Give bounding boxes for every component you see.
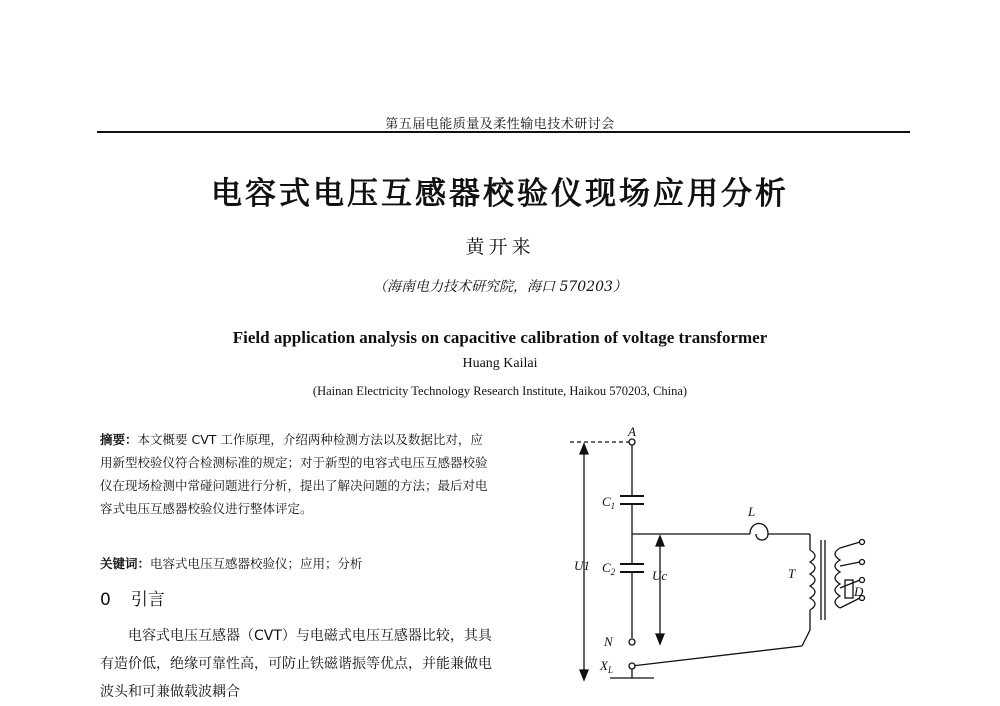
label-uc: Uc xyxy=(652,568,668,583)
author-name: 黄开来 xyxy=(465,236,535,258)
label-d: D xyxy=(854,584,864,599)
abstract-text: 本文概要 CVT 工作原理，介绍两种检测方法以及数据比对，应用新型校验仪符合检测标准的规定；对于新型的电容式电压互感器校验仪在现场检测中常碰问题进行分析，提出了解决问题的方法；最后对电容式电压互感器校验仪进行整体评定。 xyxy=(100,432,488,516)
label-n: N xyxy=(604,634,613,649)
header-rule xyxy=(97,131,910,133)
label-l: L xyxy=(748,504,756,519)
label-t: T xyxy=(788,566,796,581)
label-c2: $C_2$ xyxy=(602,560,616,577)
terminal-xl-icon xyxy=(629,663,635,669)
conference-header: 第五届电能质量及柔性输电技术研讨会 xyxy=(385,117,615,132)
keywords xyxy=(100,554,492,572)
abstract xyxy=(100,428,492,520)
label-xl: $X_L$ xyxy=(600,658,613,675)
english-affiliation: (Hainan Electricity Technology Research Institute, Haikou 570203, China) xyxy=(312,384,688,398)
section-title: 引言 xyxy=(130,590,165,610)
body-paragraph: 电容式电压互感器（CVT）与电磁式电压互感器比较，其具有造价低，绝缘可靠性高，可防止铁磁谐振等优点，并能兼做电波头和可兼做载波耦合 xyxy=(100,628,492,700)
terminal-n-icon xyxy=(629,639,635,645)
english-author: Huang Kailai xyxy=(462,356,538,371)
english-title: Field application analysis on capacitive calibration of voltage transformer xyxy=(232,328,768,347)
author-affiliation: （海南电力技术研究院，海口 570203） xyxy=(373,279,627,295)
section-heading xyxy=(100,585,185,610)
label-a: A xyxy=(628,424,636,439)
label-c1: $C_1$ xyxy=(602,494,616,511)
cvt-circuit-diagram xyxy=(540,420,880,684)
keywords-text: 电容式电压互感器校验仪；应用；分析 xyxy=(150,556,363,571)
terminal-a-icon xyxy=(629,439,635,445)
paper-title: 电容式电压互感器校验仪现场应用分析 xyxy=(211,176,789,212)
keywords-label: 关键词： xyxy=(100,556,151,571)
section-number: 0 xyxy=(100,590,111,610)
abstract-label: 摘要： xyxy=(100,432,138,447)
label-u1: U1 xyxy=(574,558,590,573)
